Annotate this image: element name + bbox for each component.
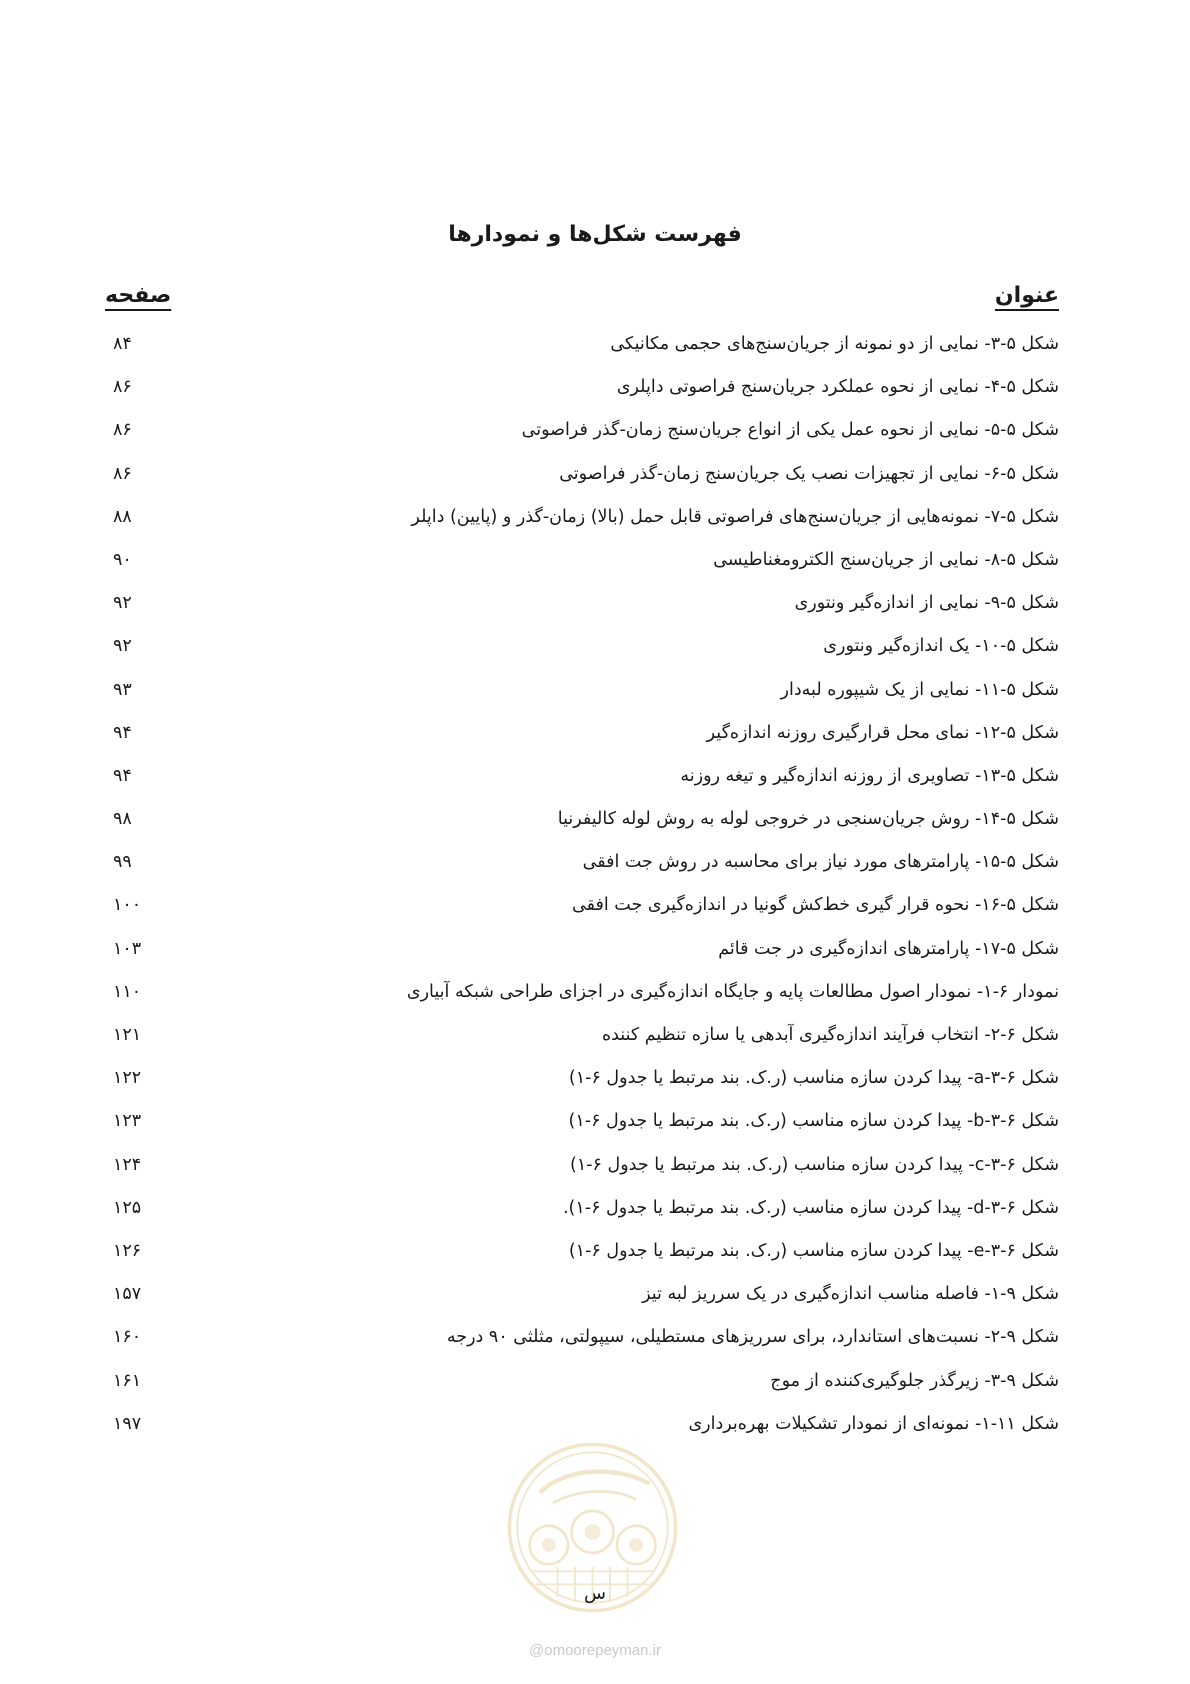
toc-entry-title: شکل ۵-۵- نمایی از نحوه عمل یکی از انواع جریان‌سنج زمان-گذر فراصوتی bbox=[521, 420, 1059, 441]
toc-entry-page: ۹۸ bbox=[113, 809, 132, 830]
toc-entry-title: شکل ۹-۳- زیرگذر جلوگیری‌کننده از موج bbox=[770, 1370, 1059, 1391]
toc-entry[interactable] bbox=[105, 1235, 1059, 1278]
page-title: فهرست شکل‌ها و نمودارها bbox=[448, 222, 742, 247]
watermark-url: @omoorepeyman.ir bbox=[529, 1642, 661, 1659]
toc-entry[interactable] bbox=[105, 328, 1059, 371]
toc-entry-page: ۱۹۷ bbox=[113, 1413, 142, 1434]
toc-entry[interactable] bbox=[105, 717, 1059, 760]
toc-entry[interactable] bbox=[105, 1278, 1059, 1321]
toc-entry-title: شکل ۶-۳-d- پیدا کردن سازه مناسب (ر.ک. بند مرتبط یا جدول ۶-۱). bbox=[562, 1197, 1059, 1218]
toc-entry[interactable] bbox=[105, 760, 1059, 803]
toc-entry[interactable] bbox=[105, 544, 1059, 587]
toc-entry-title: شکل ۱۱-۱- نمونه‌ای از نمودار تشکیلات بهره‌برداری bbox=[688, 1413, 1059, 1434]
toc-entry-page: ۱۵۷ bbox=[113, 1284, 142, 1305]
toc-entry-title: شکل ۵-۱۲- نمای محل قرارگیری روزنه اندازه‌گیر bbox=[706, 722, 1059, 743]
toc-entry[interactable] bbox=[105, 933, 1059, 976]
toc-entry[interactable] bbox=[105, 371, 1059, 414]
page-number: س bbox=[584, 1583, 606, 1604]
toc-entry[interactable] bbox=[105, 803, 1059, 846]
toc-entry-page: ۱۲۲ bbox=[113, 1068, 142, 1089]
toc-entry-page: ۱۲۵ bbox=[113, 1197, 142, 1218]
toc-entry-title: شکل ۵-۳- نمایی از دو نمونه از جریان‌سنج‌های حجمی مکانیکی bbox=[610, 334, 1059, 354]
toc-entry-page: ۸۸ bbox=[113, 506, 132, 527]
toc-entry-title: شکل ۵-۱۷- پارامترهای اندازه‌گیری در جت قائم bbox=[718, 938, 1059, 959]
toc-entry-page: ۹۲ bbox=[113, 593, 132, 614]
toc-entry[interactable] bbox=[105, 501, 1059, 544]
toc-entry-page: ۹۰ bbox=[113, 549, 132, 570]
toc-entry-page: ۱۶۱ bbox=[113, 1370, 142, 1391]
toc-entry-page: ۹۴ bbox=[113, 765, 132, 786]
toc-entry[interactable] bbox=[105, 674, 1059, 717]
toc-entry[interactable] bbox=[105, 630, 1059, 673]
toc-entry[interactable] bbox=[105, 414, 1059, 457]
toc-entry-title: شکل ۵-۱۰- یک اندازه‌گیر ونتوری bbox=[823, 636, 1059, 657]
toc-entry-page: ۱۱۰ bbox=[113, 981, 142, 1002]
toc-entry-title: شکل ۵-۱۵- پارامترهای مورد نیاز برای محاسبه در روش جت افقی bbox=[582, 852, 1059, 873]
toc-entry-title: نمودار ۶-۱- نمودار اصول مطالعات پایه و جایگاه اندازه‌گیری در اجزای طراحی شبکه آبیاری bbox=[406, 981, 1059, 1002]
toc-entry-page: ۸۶ bbox=[113, 420, 132, 441]
toc-entry[interactable] bbox=[105, 889, 1059, 932]
toc-entry-title: شکل ۶-۲- انتخاب فرآیند اندازه‌گیری آبدهی یا سازه تنظیم کننده bbox=[601, 1025, 1059, 1045]
toc-entry-title: شکل ۵-۱۴- روش جریان‌سنجی در خروجی لوله به روش لوله کالیفرنیا bbox=[557, 809, 1059, 830]
toc-entry-title: شکل ۵-۴- نمایی از نحوه عملکرد جریان‌سنج فراصوتی داپلری bbox=[616, 377, 1059, 398]
toc-entry-page: ۱۰۰ bbox=[113, 895, 142, 916]
toc-entry-title: شکل ۵-۹- نمایی از اندازه‌گیر ونتوری bbox=[794, 593, 1059, 614]
toc-entry-title: شکل ۶-۳-b- پیدا کردن سازه مناسب (ر.ک. بند مرتبط یا جدول ۶-۱) bbox=[568, 1111, 1059, 1132]
toc-entry-page: ۸۴ bbox=[113, 334, 132, 354]
toc-entry[interactable] bbox=[105, 1149, 1059, 1192]
toc-entry-page: ۹۹ bbox=[113, 852, 132, 873]
toc-entry-page: ۸۶ bbox=[113, 377, 132, 398]
toc-entry-title: شکل ۶-۳-e- پیدا کردن سازه مناسب (ر.ک. بند مرتبط یا جدول ۶-۱) bbox=[568, 1240, 1059, 1261]
toc-entry[interactable] bbox=[105, 458, 1059, 501]
toc-entry-title: شکل ۵-۶- نمایی از تجهیزات نصب یک جریان‌سنج زمان-گذر فراصوتی bbox=[559, 463, 1059, 484]
toc-entry[interactable] bbox=[105, 587, 1059, 630]
toc-entry[interactable] bbox=[105, 1062, 1059, 1105]
toc-entry-title: شکل ۶-۳-c- پیدا کردن سازه مناسب (ر.ک. بند مرتبط یا جدول ۶-۱) bbox=[569, 1154, 1059, 1175]
toc-entry-page: ۹۲ bbox=[113, 636, 132, 657]
toc-entry[interactable] bbox=[105, 976, 1059, 1019]
column-header-title: عنوان bbox=[994, 283, 1059, 308]
toc-entry-title: شکل ۵-۱۱- نمایی از یک شیپوره لبه‌دار bbox=[780, 679, 1059, 700]
toc-entry[interactable] bbox=[105, 846, 1059, 889]
toc-entry-page: ۱۲۱ bbox=[113, 1025, 142, 1045]
toc-entry-title: شکل ۹-۲- نسبت‌های استاندارد، برای سرریزهای مستطیلی، سیپولتی، مثلثی ۹۰ درجه bbox=[446, 1327, 1059, 1348]
toc-entry-page: ۹۴ bbox=[113, 722, 132, 743]
toc-entry-title: شکل ۹-۱- فاصله مناسب اندازه‌گیری در یک سرریز لبه تیز bbox=[642, 1284, 1059, 1305]
toc-entry[interactable] bbox=[105, 1019, 1059, 1062]
toc-entry-page: ۱۲۶ bbox=[113, 1240, 142, 1261]
column-header-page: صفحه bbox=[105, 283, 172, 308]
toc-entry-page: ۸۶ bbox=[113, 463, 132, 484]
toc-entry[interactable] bbox=[105, 1192, 1059, 1235]
toc-entry-page: ۱۰۳ bbox=[113, 938, 142, 959]
toc-entry-page: ۹۳ bbox=[113, 679, 132, 700]
toc-entry-title: شکل ۶-۳-a- پیدا کردن سازه مناسب (ر.ک. بند مرتبط یا جدول ۶-۱) bbox=[568, 1068, 1059, 1089]
toc-entry-title: شکل ۵-۸- نمایی از جریان‌سنج الکترومغناطیسی bbox=[713, 549, 1059, 570]
toc-entry[interactable] bbox=[105, 1321, 1059, 1364]
toc-entry[interactable] bbox=[105, 1365, 1059, 1408]
toc-entry[interactable] bbox=[105, 1105, 1059, 1148]
toc-entry-title: شکل ۵-۱۳- تصاویری از روزنه اندازه‌گیر و تیغه روزنه bbox=[680, 765, 1059, 786]
table-of-figures bbox=[105, 328, 1059, 1451]
toc-entry-page: ۱۲۴ bbox=[113, 1154, 142, 1175]
toc-entry-page: ۱۲۳ bbox=[113, 1111, 142, 1132]
toc-entry-title: شکل ۵-۷- نمونه‌هایی از جریان‌سنج‌های فراصوتی قابل حمل (بالا) زمان-گذر و (پایین) داپلر bbox=[411, 506, 1059, 527]
toc-entry-title: شکل ۵-۱۶- نحوه قرار گیری خط‌کش گونیا در اندازه‌گیری جت افقی bbox=[572, 895, 1059, 916]
toc-entry-page: ۱۶۰ bbox=[113, 1327, 142, 1348]
